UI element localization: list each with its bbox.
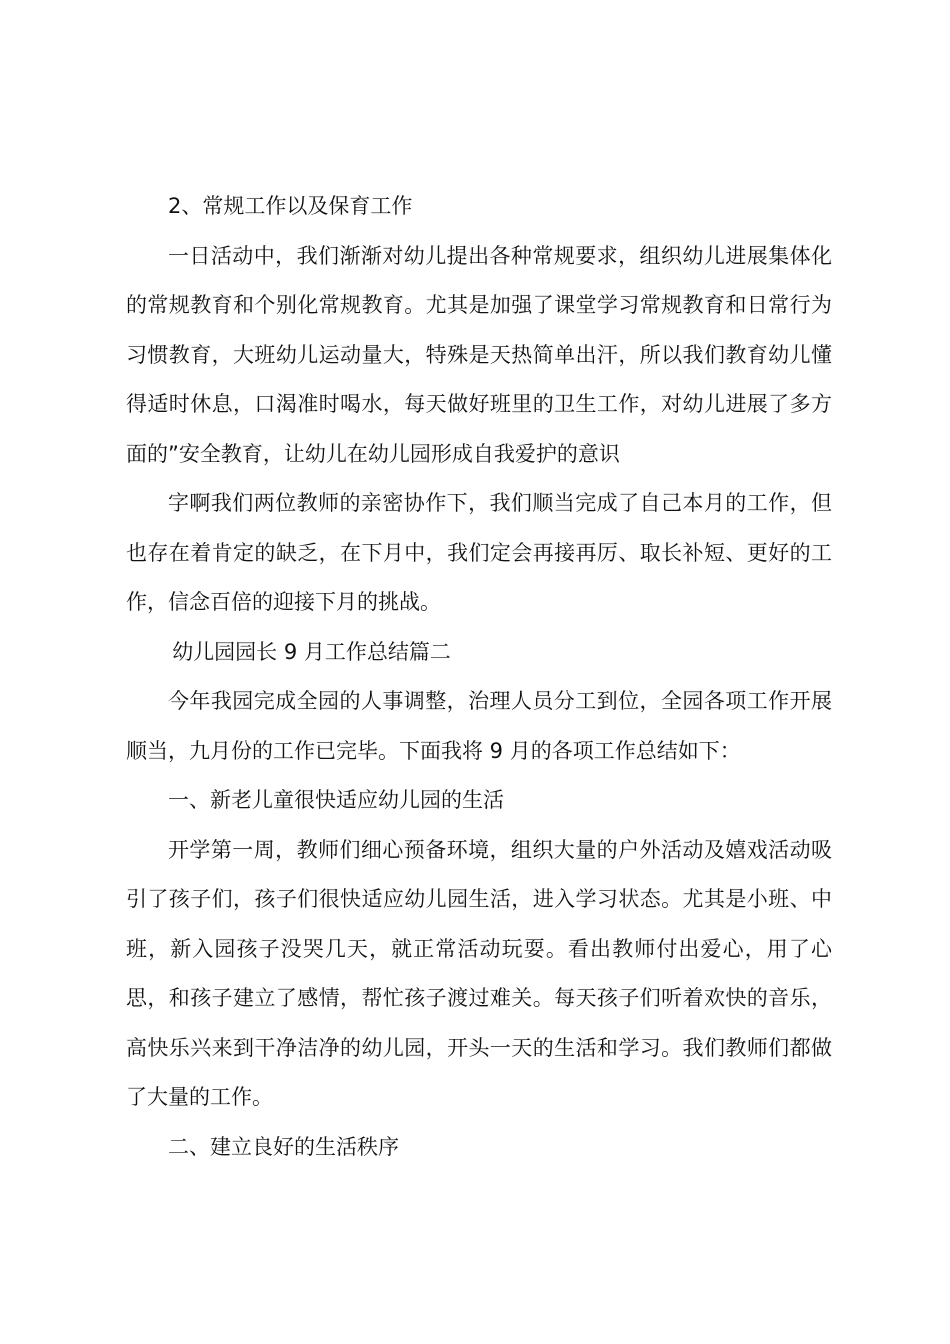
section-heading-adaptation: 一、新老儿童很快适应幼儿园的生活 xyxy=(168,788,504,812)
section-heading-living-order: 二、建立良好的生活秩序 xyxy=(168,1134,399,1159)
paragraph-intro-september: 今年我园完成全园的人事调整，治理人员分工到位，全园各项工作开展顺当，九月份的工作已完毕。下面我将 9 月的各项工作总结如下： xyxy=(126,689,832,763)
paragraph-daily-routine: 一日活动中，我们渐渐对幼儿提出各种常规要求，组织幼儿进展集体化的常规教育和个别化常规教育。尤其是加强了课堂学习常规教育和日常行为习惯教育，大班幼儿运动量大，特殊是天热简单出汗，所以我们教育幼儿懂得适时休息，口渴准时喝水，每天做好班里的卫生工作，对幼儿进展了多方面的”安全教育，让幼儿在幼儿园形成自我爱护的意识 xyxy=(126,243,832,466)
article-title-part-two: 幼儿园园长 9 月工作总结篇二 xyxy=(172,639,451,664)
section-heading-routine-care: 2、常规工作以及保育工作 xyxy=(168,194,413,218)
paragraph-first-week: 开学第一周，教师们细心预备环境，组织大量的户外活动及嬉戏活动吸引了孩子们，孩子们很快适应幼儿园生活，进入学习状态。尤其是小班、中班，新入园孩子没哭几天，就正常活动玩耍。看出教师付出爱心，用了心思，和孩子建立了感情，帮忙孩子渡过难关。每天孩子们听着欢快的音乐，高快乐兴来到干净洁净的幼儿园，开头一天的生活和学习。我们教师们都做了大量的工作。 xyxy=(126,837,832,1109)
paragraph-cooperation-summary: 字啊我们两位教师的亲密协作下，我们顺当完成了自己本月的工作，但也存在着肯定的缺乏，在下月中，我们定会再接再厉、取长补短、更好的工作，信念百倍的迎接下月的挑战。 xyxy=(126,491,832,614)
document-body xyxy=(126,182,832,1172)
